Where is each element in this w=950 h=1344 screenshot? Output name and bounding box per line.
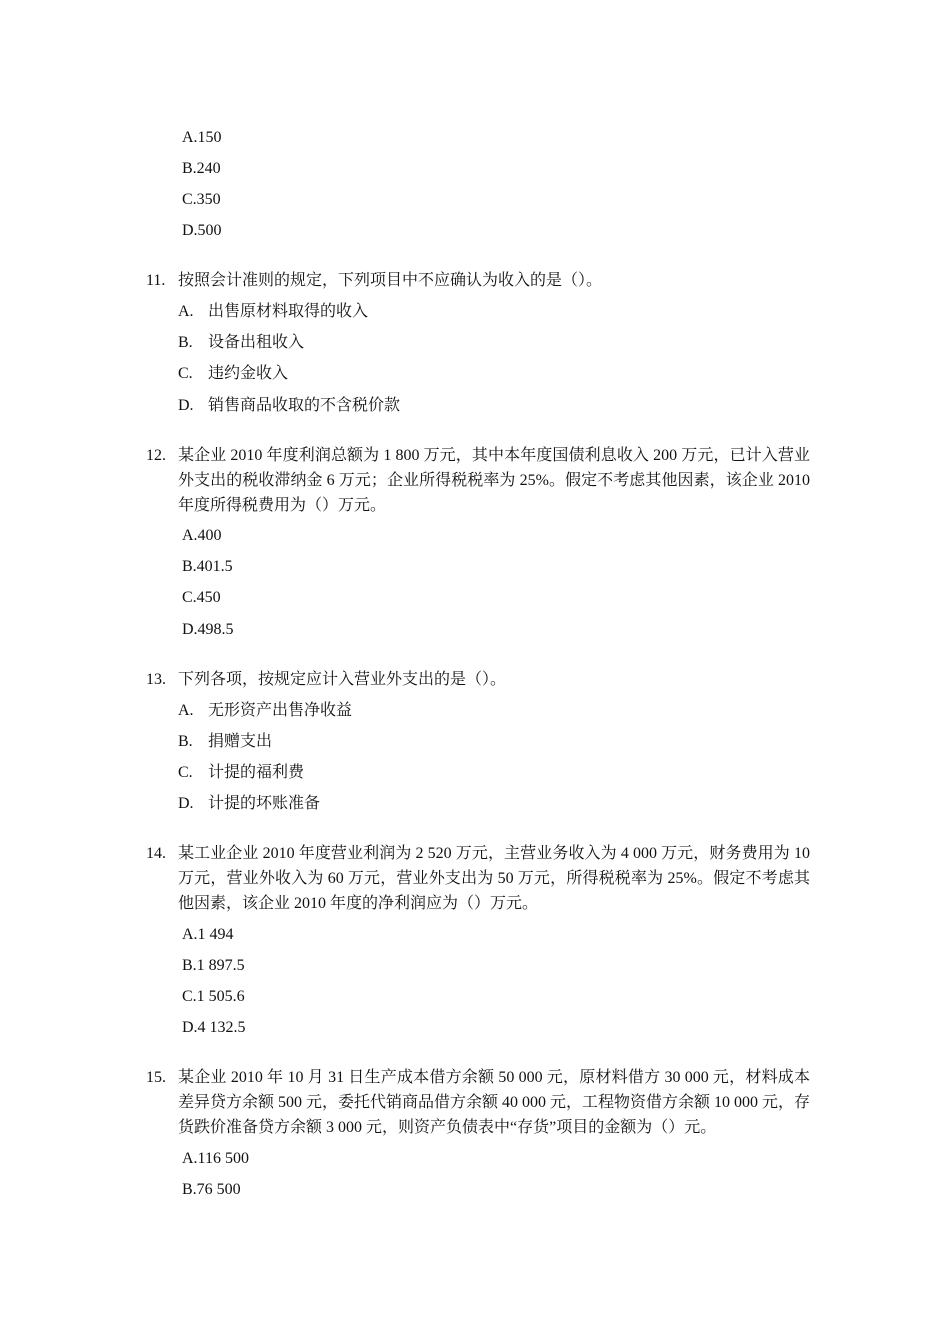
q15-number: 15.: [146, 1069, 166, 1086]
q13-option-b: [178, 732, 272, 752]
option-letter: A.: [178, 702, 194, 719]
option-letter: B.: [178, 733, 193, 750]
q10-option-b: B.240: [182, 160, 221, 177]
q11-option-c: [178, 364, 288, 384]
q14-option-c: C.1 505.6: [182, 988, 245, 1005]
q13-option-a: [178, 701, 352, 721]
option-letter: B.: [178, 334, 193, 351]
q13-option-d: [178, 794, 320, 814]
option-letter: D.: [178, 795, 194, 812]
q14-option-d: D.4 132.5: [182, 1019, 246, 1036]
option-text: 销售商品收取的不含税价款: [208, 397, 401, 414]
q11-option-b: [178, 333, 304, 353]
option-letter: D.: [178, 397, 194, 414]
q12-option-d: D.498.5: [182, 621, 234, 638]
option-text: 出售原材料取得的收入: [208, 303, 369, 320]
q15-text: 某企业 2010 年 10 月 31 日生产成本借方余额 50 000 元，原材料借方 30 000 元，材料成本差异贷方余额 500 元，委托代销商品借方余额 40 000 元，工程物资借方余额 10 000 元，存货跌价准备贷方余额 3 000 元，则资产负债表中“存货”项目的金额为（）元。: [178, 1069, 811, 1136]
q11-option-a: [178, 302, 368, 322]
q11-text: 按照会计准则的规定，下列项目中不应确认为收入的是（）。: [178, 272, 603, 289]
q12-text: 某企业 2010 年度利润总额为 1 800 万元，其中本年度国债利息收入 200 万元，已计入营业外支出的税收滞纳金 6 万元；企业所得税税率为 25%。假定不考虑其他因素，该企业 2010 年度所得税费用为（）万元。: [178, 447, 810, 514]
option-letter: A.: [178, 303, 194, 320]
q10-option-a: A.150: [182, 129, 222, 146]
q10-option-c: C.350: [182, 191, 221, 208]
q10-option-d: D.500: [182, 222, 222, 239]
option-text: 设备出租收入: [208, 334, 305, 351]
q14-number: 14.: [146, 845, 166, 862]
option-text: 违约金收入: [208, 365, 289, 382]
q13-text: 下列各项，按规定应计入营业外支出的是（）。: [178, 671, 507, 688]
q12-option-c: C.450: [182, 589, 221, 606]
q11-number: 11.: [146, 272, 166, 289]
option-text: 计提的坏账准备: [208, 795, 321, 812]
q11-option-d: [178, 396, 400, 416]
q15-option-b: B.76 500: [182, 1181, 241, 1198]
q13-option-c: [178, 763, 304, 783]
option-text: 捐赠支出: [208, 733, 273, 750]
q13-number: 13.: [146, 671, 166, 688]
q12-option-b: B.401.5: [182, 558, 233, 575]
q14-option-a: A.1 494: [182, 926, 234, 943]
option-text: 无形资产出售净收益: [208, 702, 353, 719]
option-letter: C.: [178, 764, 193, 781]
q12-option-a: A.400: [182, 527, 222, 544]
q14-option-b: B.1 897.5: [182, 957, 245, 974]
q14-text: 某工业企业 2010 年度营业利润为 2 520 万元，主营业务收入为 4 000 万元，财务费用为 10 万元，营业外收入为 60 万元，营业外支出为 50 万元，所得税税率为 25%。假定不考虑其他因素，该企业 2010 年度的净利润应为（）万元。: [178, 845, 810, 912]
option-text: 计提的福利费: [208, 764, 305, 781]
q15-option-a: A.116 500: [182, 1150, 249, 1167]
option-letter: C.: [178, 365, 193, 382]
q12-number: 12.: [146, 447, 166, 464]
